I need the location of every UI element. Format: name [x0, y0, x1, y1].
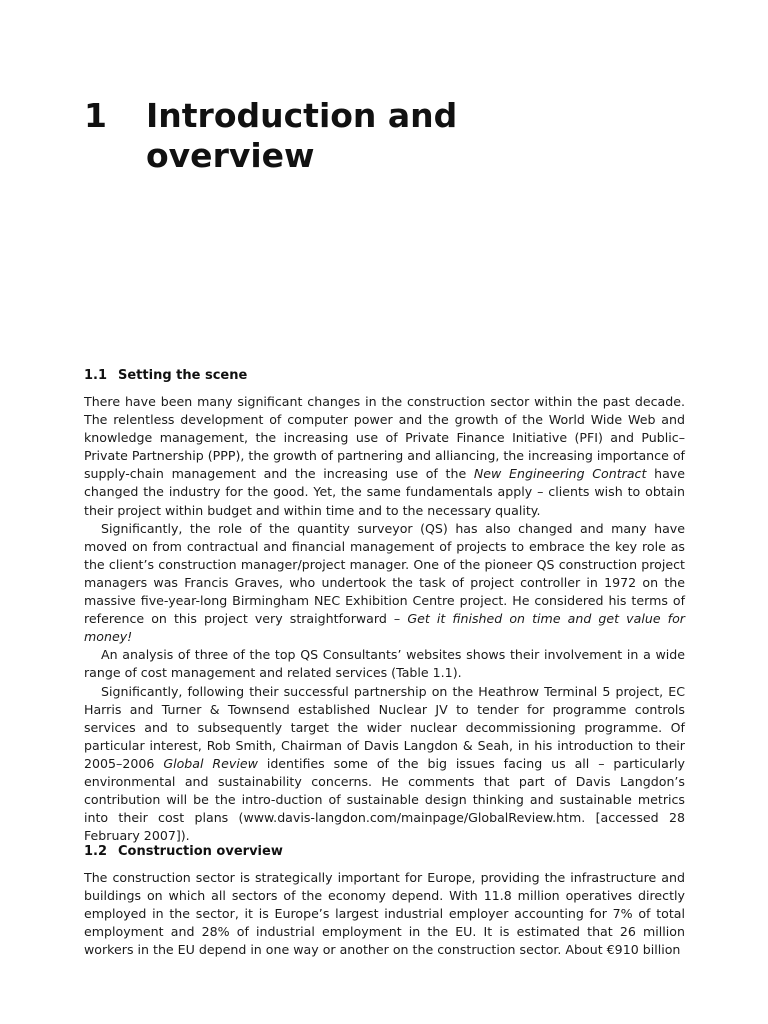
paragraph-text: identifies some of the big issues facing us all – particularly environmental and sustainability concerns. He comments that part of Davis Langdon’s contribution will be the intro-duction of sustainable design thinking and sustainable metrics into their cost plans (www.davis-langdon.com/mainpage/GlobalReview.htm. [accessed 28 February 2007]).: [84, 755, 685, 844]
paragraph: [84, 520, 685, 647]
paragraph: The construction sector is strategically important for Europe, providing the infrastructure and buildings on which all sectors of the economy depend. With 11.8 million operatives directly employed in the sector, it is Europe’s largest industrial employer accounting for 7% of total employment and 28% of industrial employment in the EU. It is estimated that 26 million workers in the EU depend in one way or another on the construction sector. About €910 billion: [84, 870, 685, 958]
paragraph-text: Significantly, following their successful partnership on the Heathrow Terminal 5 project, EC Harris and Turner & Townsend established Nuclear JV to tender for programme controls services and to subsequently target the wider nuclear decommissioning programme. Of particular interest, Rob Smith, Chairman of Davis Langdon & Seah, in his introduction to their 2005–2006: [84, 683, 685, 771]
paragraph: [84, 393, 685, 520]
chapter-title-line-2: overview: [146, 136, 315, 175]
paragraph-text: have changed the industry for the good. Yet, the same fundamentals apply – clients wish to obtain their project within budget and within time and to the necessary quality.: [84, 466, 685, 518]
section-1-2-body: [84, 869, 685, 959]
paragraph: An analysis of three of the top QS Consultants’ websites shows their involvement in a wide range of cost management and related services (Table 1.1).: [84, 647, 685, 681]
section-number: 1.2: [84, 844, 108, 859]
chapter-title-text: [146, 96, 586, 176]
section-title: Construction overview: [118, 844, 283, 859]
paragraph: [84, 683, 685, 846]
chapter-title-line-1: Introduction and: [146, 96, 458, 135]
emphasis-text: Get it finished on time and get value for money!: [84, 611, 685, 645]
section-1-1-body: [84, 393, 685, 845]
section-heading-1-2: [84, 843, 283, 861]
section-title: Setting the scene: [118, 368, 248, 383]
chapter-number: 1: [84, 96, 107, 135]
paragraph-text: There have been many significant changes in the construction sector within the past decade. The relentless development of computer power and the growth of the World Wide Web and knowledge management, the increasing use of Private Finance Initiative (PFI) and Public–Private Partnership (PPP), the growth of partnering and alliancing, the increasing importance of supply-chain management and the increasing use of the: [84, 394, 685, 482]
section-heading-1-1: [84, 367, 247, 385]
section-number: 1.1: [84, 368, 108, 383]
paragraph-text: Significantly, the role of the quantity surveyor (QS) has also changed and many have moved on from contractual and financial management of projects to embrace the key role as the client’s construction manager/project manager. One of the pioneer QS construction project managers was Francis Graves, who undertook the task of project controller in 1972 on the massive five-year-long Birmingham NEC Exhibition Centre project. He considered his terms of reference on this project very straightforward –: [84, 520, 685, 627]
emphasis-text: New Engineering Contract: [473, 466, 647, 482]
emphasis-text: Global Review: [163, 755, 258, 771]
